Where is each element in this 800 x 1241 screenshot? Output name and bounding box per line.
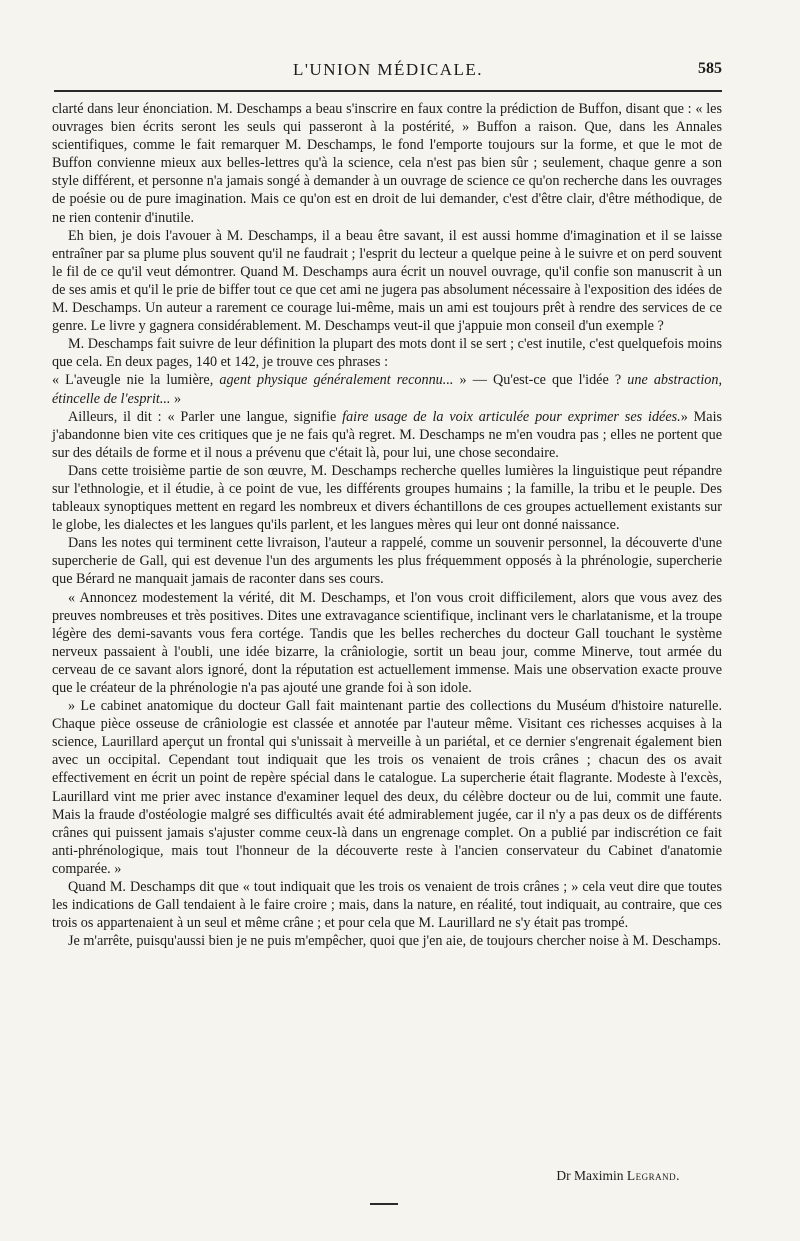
quote-text: » — Qu'est-ce que l'idée ? bbox=[459, 372, 622, 389]
quote-text: » bbox=[680, 408, 688, 425]
quote-italic: agent physique généralement reconnu... bbox=[219, 372, 454, 389]
paragraph: M. Deschamps fait suivre de leur définition la plupart des mots dont il se sert ; c'est inutile, c'est quelquefois moins que cela. En deux pages, 140 et 142, je trouve ces phrases : bbox=[52, 336, 722, 371]
paragraph-continuation: Mais j'abandonne bien vite ces critiques que je ne fais qu'à regret. M. Deschamps ne m'en voudra pas ; elles ne portent que sur des détails de forme et il nous a prévenu que c'était là, pour lui, une chose secondaire. bbox=[52, 408, 723, 461]
quote-text: » bbox=[174, 390, 182, 407]
quote-paragraph bbox=[52, 408, 722, 462]
page-number: 585 bbox=[698, 60, 722, 77]
paragraph: » Le cabinet anatomique du docteur Gall fait maintenant partie des collections du Muséum d'histoire naturelle. Chaque pièce osseuse de crâniologie est classée et annotée par l'auteur même. Visitant ces richesses acquises à la science, Laurillard aperçut un frontal qui s'unissait à merveille à un pariétal, et ce dernier s'engrenait également bien avec un occipital. Cependant tout indiquait que les trois os venaient de trois crânes ; chacun des os avait effectivement en écrit un point de repère spécial dans le catalogue. La supercherie était flagrante. Modeste à l'excès, Laurillard vint me prier avec instance d'examiner lequel des deux, du célèbre docteur ou de lui, commit une faute. Mais la fraude d'ostéologie malgré ses difficultés avait été admirablement jugée, car il n'y a pas deux os de différents crânes qui puissent jamais s'ajuster comme ceux-là dans un engrenage complet. On a publié par indiscrétion ce fait anti-phrénologique, mais tout l'honneur de la découverte reste à l'ancien conservateur du Cabinet d'anatomie comparée. » bbox=[52, 698, 722, 877]
end-rule bbox=[370, 1203, 398, 1205]
quote-italic: une abstraction, étincelle de l'esprit... bbox=[52, 372, 723, 407]
page-header bbox=[54, 60, 722, 82]
quote-text: Ailleurs, il dit : bbox=[68, 408, 162, 425]
paragraph: Dans cette troisième partie de son œuvre, M. Deschamps recherche quelles lumières la linguistique peut répandre sur l'ethnologie, et il étudie, à ce point de vue, les différents groupes humains ; la famille, la tribu et le peuple. Des tableaux synoptiques mettent en regard les nombreux et divers échantillons de ces groupes actuellement existants sur le globe, les dialectes et les langues qu'ils parlent, et les langues mères qui leur ont donné naissance. bbox=[52, 462, 722, 534]
signature bbox=[556, 1168, 680, 1184]
running-title: L'UNION MÉDICALE. bbox=[292, 60, 484, 79]
quote-text: « Parler une langue, signifie bbox=[167, 408, 337, 425]
quote-paragraph bbox=[52, 371, 722, 407]
article-body bbox=[52, 100, 722, 950]
paragraph: « Annoncez modestement la vérité, dit M. Deschamps, et l'on vous croit difficilement, alors que vous avez des preuves nombreuses et très positives. Dites une extravagance scientifique, inclinant vers le charlatanisme, et la troupe légère des demi-savants vous fera cortége. Tandis que les belles recherches du docteur Gall touchant le système nerveux passaient à l'oubli, une idée bizarre, la crâniologie, sortit un beau jour, comme Minerve, tout armée du cerveau de ce savant alors ignoré, dont la réputation est actuellement immense. Mais une observation exacte prouve que le créateur de la phrénologie n'a pas ajouté une grande foi à son idole. bbox=[52, 589, 722, 696]
paragraph: Quand M. Deschamps dit que « tout indiquait que les trois os venaient de trois crânes ; » cela veut dire que toutes les indications de Gall tendaient à le faire croire ; mais, dans la nature, en réalité, tout indiquait, au contraire, que ces trois os appartenaient à un seul et même crâne ; et pour cela que M. Laurillard ne s'y était pas trompé. bbox=[52, 879, 722, 932]
quote-italic: faire usage de la voix articulée pour exprimer ses idées. bbox=[342, 408, 681, 425]
paragraph: Je m'arrête, puisqu'aussi bien je ne puis m'empêcher, quoi que j'en aie, de toujours chercher noise à M. Deschamps. bbox=[68, 933, 722, 950]
signature-last-name: Legrand. bbox=[626, 1168, 680, 1183]
signature-title: Dr bbox=[556, 1168, 571, 1183]
signature-first-name: Maximin bbox=[574, 1168, 624, 1183]
paragraph: clarté dans leur énonciation. M. Deschamps a beau s'inscrire en faux contre la prédiction de Buffon, disant que : « les ouvrages bien écrits seront les seuls qui passeront à la postérité, » Buffon a raison. Que, dans les Annales scientifiques, comme le fait remarquer M. Deschamps, le fond l'emporte toujours sur la forme, et que le mot de Buffon convienne mieux aux belles-lettres qu'à la science, cela n'est pas bien sûr ; seulement, chaque genre a son style différent, et personne n'a jamais songé à demander à un ouvrage de science ce qu'on recherche dans les ouvrages de poésie ou de pure imagination. Mais ce qu'on est en droit de lui demander, c'est d'être clair, d'être méthodique, de ne rien contenir d'inutile. bbox=[52, 101, 722, 226]
paragraph: Dans les notes qui terminent cette livraison, l'auteur a rappelé, comme un souvenir personnel, la découverte d'une supercherie de Gall, qui est devenue l'un des arguments les plus fréquemment opposés à la phrénologie, supercherie que Bérard ne manquait jamais de raconter dans ses cours. bbox=[52, 535, 722, 588]
paragraph: Eh bien, je dois l'avouer à M. Deschamps, il a beau être savant, il est aussi homme d'imagination et il se laisse entraîner par sa plume plus souvent qu'il ne faudrait ; l'esprit du lecteur a quelque peine à le suivre et on perd souvent le fil de ce qu'il veut démontrer. Quand M. Deschamps aura écrit un nouvel ouvrage, qu'il confie son manuscrit à un de ses amis et qu'il le prie de biffer tout ce que cet ami ne jugera pas absolument nécessaire à l'exposition des idées de M. Deschamps. Un auteur a rarement ce courage lui-même, mais un ami est toujours prêt à rendre des services de ce genre. Le livre y gagnera considérablement. M. Deschamps veut-il que j'appuie mon conseil d'un exemple ? bbox=[52, 227, 722, 335]
quote-text: « L'aveugle nie la lumière, bbox=[52, 372, 214, 389]
header-rule bbox=[54, 90, 722, 92]
